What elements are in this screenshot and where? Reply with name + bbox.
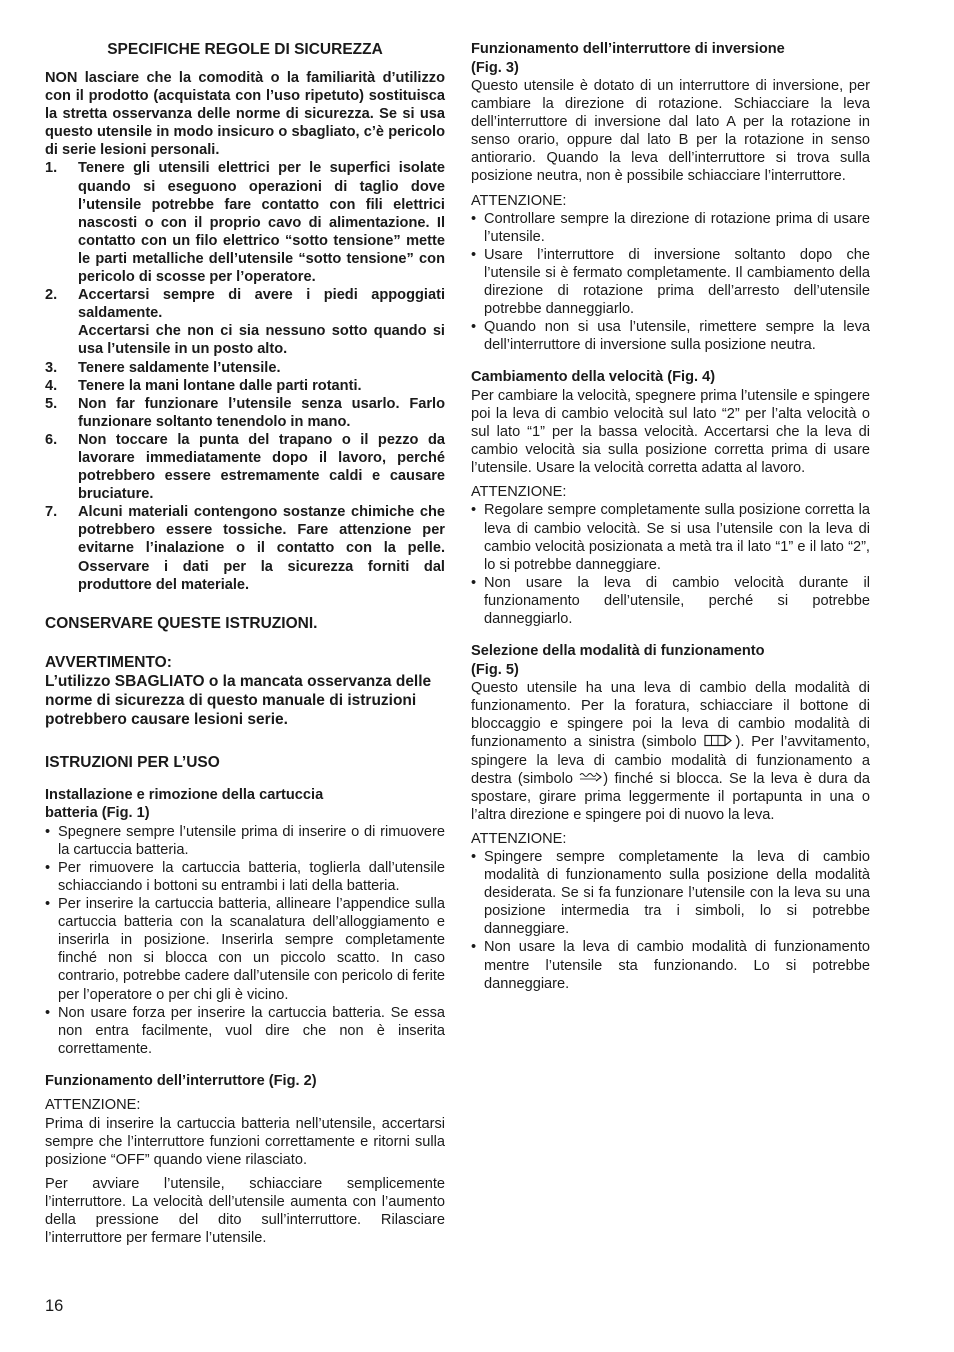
speed-bullet-list bbox=[471, 501, 870, 628]
speed-change-text: Per cambiare la velocità, spegnere prima l’utensile e spingere poi la leva di cambio velocità sul lato “2” per l’alta velocità o sul lato “1” per la bassa velocità. Accertarsi che la leva di cambio velocità sia sulla posizione corretta prima di usare l’utensile. Usare la velocità corretta adatta al lavoro. bbox=[471, 387, 870, 477]
mode-selection-text: Questo utensile ha una leva di cambio della modalità di funzionamento. Per la foratura, schiacciare il bottone di bloccaggio e spingere poi la leva di cambio modalità di funzionamento a sinistra (simbolo ). Per l’avvitamento, spingere la leva di cambio modalità di funzionamento a destra (simbolo ) finché si blocca. Se la leva è dura da spostare, girare prima leggermente il portapunta in una o l’altra direzione e spingere poi di nuovo la leva. bbox=[471, 680, 870, 823]
switch-caution-label: ATTENZIONE: bbox=[45, 1097, 141, 1114]
switch-caution-text: Prima di inserire la cartuccia batteria nell’utensile, accertarsi sempre che l’interruttore funzioni correttamente e ritorni sulla posizione “OFF” quando viene rilasciato. bbox=[45, 1115, 445, 1168]
drill-bit-symbol-icon bbox=[704, 734, 736, 747]
switch-title: Funzionamento dell’interruttore (Fig. 2) bbox=[45, 1072, 317, 1089]
page-number: 16 bbox=[45, 1297, 64, 1315]
list-item: • Non usare forza per inserire la cartuccia batteria. Se essa non entra facilmente, vuol dire che non è inserita correttamente. bbox=[45, 1004, 445, 1057]
warning-text: L’utilizzo SBAGLIATO o la mancata osservanza delle norme di sicurezza di questo manuale di istruzioni potrebbero causare lesioni serie. bbox=[45, 672, 432, 728]
speed-change-title: Cambiamento della velocità (Fig. 4) bbox=[471, 369, 716, 386]
list-item: • Usare l’interruttore di inversione soltanto dopo che l’utensile si è fermato completamente. Il cambiamento della direzione di rotazione prima dell’arresto dell’utensile potrebbe danneggiarlo. bbox=[471, 246, 870, 318]
safety-rule: 6. Non toccare la punta del trapano o il pezzo da lavorare immediatamente dopo il lavoro, perché potrebbero essere estremamente caldi e causare bruciature. bbox=[45, 431, 445, 503]
mode-bullet-list bbox=[471, 848, 870, 993]
instructions-title: ISTRUZIONI PER L’USO bbox=[45, 753, 220, 771]
warning-section bbox=[45, 653, 445, 729]
list-item: • Regolare sempre completamente sulla posizione corretta la leva di cambio velocità. Se si usa l’utensile con la leva di cambio velocità posizionata a metà tra il lato “1” e il lato “2”, lo si potrebbe danneggiare. bbox=[471, 502, 870, 573]
safety-rule: 5. Non far funzionare l’utensile senza usarlo. Farlo funzionare soltanto tenendolo in mano. bbox=[45, 395, 445, 430]
reverse-bullet-list bbox=[471, 210, 870, 355]
right-column bbox=[471, 40, 870, 993]
speed-caution-label: ATTENZIONE: bbox=[471, 484, 567, 501]
left-column bbox=[45, 40, 445, 1247]
reverse-switch-title: Funzionamento dell’interruttore di inversione (Fig. 3) bbox=[471, 41, 785, 76]
speed-change-section bbox=[471, 368, 870, 628]
safety-rules-title: SPECIFICHE REGOLE DI SICUREZZA bbox=[107, 41, 383, 58]
reverse-switch-section bbox=[471, 40, 870, 354]
safety-rules-section bbox=[45, 40, 445, 594]
mode-caution-label: ATTENZIONE: bbox=[471, 830, 567, 847]
safety-rule: 4. Tenere la mani lontane dalle parti rotanti. bbox=[45, 377, 362, 394]
list-item: • Spegnere sempre l’utensile prima di inserire o di rimuovere la cartuccia batteria. bbox=[45, 823, 445, 858]
switch-section bbox=[45, 1072, 445, 1247]
safety-rule-list bbox=[45, 159, 445, 593]
battery-title: Installazione e rimozione della cartuccia batteria (Fig. 1) bbox=[45, 786, 324, 822]
safety-rule: 2. Accertarsi sempre di avere i piedi appoggiati saldamente. Accertarsi che non ci sia nessuno sotto quando si usa l’utensile in un posto alto. bbox=[45, 287, 445, 358]
safety-rule: 7. Alcuni materiali contengono sostanze chimiche che potrebbero essere tossiche. Fare attenzione per evitarne l’inalazione o il contatto con la pelle. Osservare i dati per la sicurezza forniti dal produttore del materiale. bbox=[45, 504, 445, 593]
safety-rule: 3. Tenere saldamente l’utensile. bbox=[45, 359, 281, 376]
list-item: • Non usare la leva di cambio velocità durante il funzionamento dell’utensile, perché si potrebbe danneggiarlo. bbox=[471, 574, 870, 628]
battery-bullet-list bbox=[45, 823, 445, 1058]
conserve-instructions: CONSERVARE QUESTE ISTRUZIONI. bbox=[45, 614, 318, 632]
list-item: • Per inserire la cartuccia batteria, allineare l’appendice sulla cartuccia batteria con la scanalatura dell’alloggiamento e inserirla in posizione. Inserirla sempre completamente finché non si blocca con un piccolo scatto. In caso contrario, potrebbe cadere dall’utensile con pericolo di ferite per l’operatore o per chi gli è vicino. bbox=[45, 896, 445, 1003]
switch-text: Per avviare l’utensile, schiacciare semplicemente l’interruttore. La velocità dell’utensile aumenta con l’aumento della pressione del dito sull’interruttore. Rilasciare l’interruttore per fermare l’utensile. bbox=[45, 1175, 445, 1247]
list-item: • Per rimuovere la cartuccia batteria, toglierla dall’utensile schiacciando i bottoni su entrambi i lati della batteria. bbox=[45, 859, 445, 894]
list-item: • Quando non si usa l’utensile, rimettere sempre la leva dell’interruttore di inversione sulla posizione neutra. bbox=[471, 319, 870, 354]
list-item: • Non usare la leva di cambio modalità di funzionamento mentre l’utensile sta funzionando. Lo si potrebbe danneggiare. bbox=[471, 939, 870, 992]
screwdriver-symbol-icon bbox=[579, 771, 603, 783]
list-item: • Spingere sempre completamente la leva di cambio modalità di funzionamento sulla posizione della modalità desiderata. Se si fa funzionare l’utensile con la leva su una posizione intermedia tra i simboli, lo si potrebbe danneggiare. bbox=[471, 848, 870, 938]
reverse-caution-label: ATTENZIONE: bbox=[471, 192, 567, 209]
safety-intro: NON lasciare che la comodità o la familiarità d’utilizzo con il prodotto (acquistata con l’uso ripetuto) sostituisca la stretta osservanza delle norme di sicurezza. Se si usa questo utensile in modo insicuro o sbagliato, c’è pericolo di serie lesioni personali. bbox=[45, 70, 445, 159]
reverse-switch-text: Questo utensile è dotato di un interruttore di inversione, per cambiare la direzione di rotazione. Schiacciare la leva dell’interruttore di inversione dal lato A per la rotazione in senso orario, oppure dal lato B per la rotazione in senso antiorario. Quando la leva dell’interruttore si trova sulla posizione neutra, non è possibile schiacciare l’interruttore. bbox=[471, 78, 870, 185]
battery-section bbox=[45, 786, 445, 1058]
mode-selection-section bbox=[471, 642, 870, 993]
list-item: • Controllare sempre la direzione di rotazione prima di usare l’utensile. bbox=[471, 210, 870, 245]
warning-title: AVVERTIMENTO: bbox=[45, 653, 172, 671]
safety-rule: 1. Tenere gli utensili elettrici per le superfici isolate quando si eseguono operazioni di taglio dove l’utensile potrebbe fare contatto con fili elettrici nascosti o con il proprio cavo di alimentazione. Il contatto con un filo elettrico “sotto tensione” mette le parti metalliche dell’utensile “sotto tensione” con pericolo di scosse per l’operatore. bbox=[45, 160, 445, 286]
mode-selection-title: Selezione della modalità di funzionamento (Fig. 5) bbox=[471, 643, 765, 678]
